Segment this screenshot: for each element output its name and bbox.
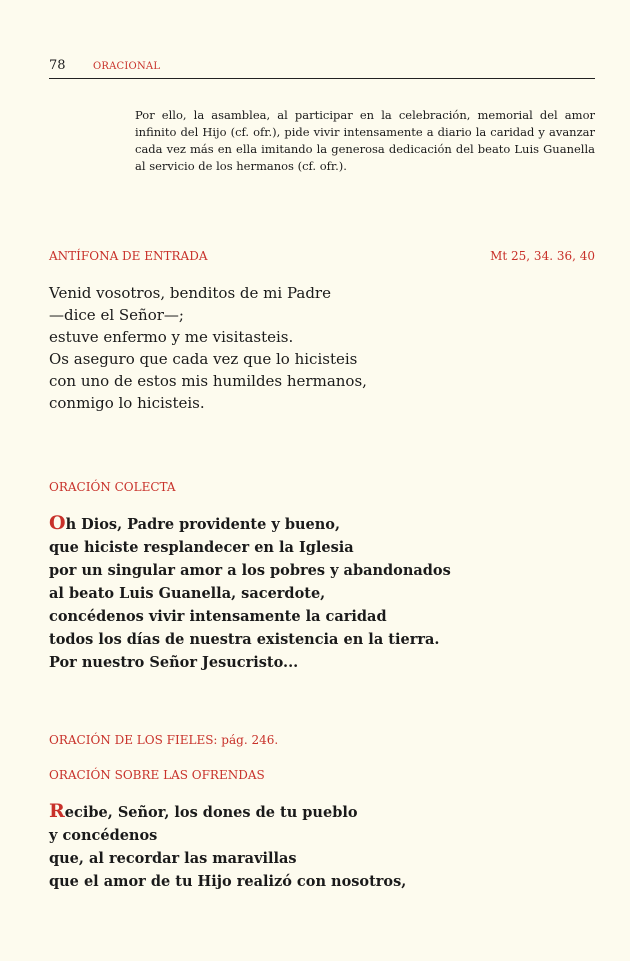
collect-heading: ORACIÓN COLECTA <box>49 480 176 494</box>
antiphon-line: con uno de estos mis humildes hermanos, <box>49 372 367 390</box>
drop-cap: R <box>49 800 65 822</box>
antiphon-heading: ANTÍFONA DE ENTRADA <box>49 249 208 263</box>
collect-line: al beato Luis Guanella, sacerdote, <box>49 585 326 602</box>
antiphon-text <box>49 282 367 414</box>
collect-line: por un singular amor a los pobres y abandonados <box>49 562 451 579</box>
antiphon-reference: Mt 25, 34. 36, 40 <box>490 249 595 263</box>
running-head: ORACIONAL <box>93 61 161 72</box>
collect-text <box>49 512 451 674</box>
offerings-first-line: Recibe, Señor, los dones de tu pueblo <box>49 800 358 822</box>
antiphon-line: Venid vosotros, benditos de mi Padre <box>49 284 331 302</box>
collect-line: que hiciste resplandecer en la Iglesia <box>49 539 354 556</box>
antiphon-line: Os aseguro que cada vez que lo hicisteis <box>49 350 358 368</box>
page-number: 78 <box>49 58 66 73</box>
offerings-line: que, al recordar las maravillas <box>49 850 297 867</box>
antiphon-line: —dice el Señor—; <box>49 306 184 324</box>
antiphon-line: conmigo lo hicisteis. <box>49 394 205 412</box>
offerings-heading: ORACIÓN SOBRE LAS OFRENDAS <box>49 768 265 782</box>
collect-line: concédenos vivir intensamente la caridad <box>49 608 387 625</box>
antiphon-line: estuve enfermo y me visitasteis. <box>49 328 294 346</box>
offerings-line: que el amor de tu Hijo realizó con nosotros, <box>49 873 407 890</box>
drop-cap: O <box>49 512 66 534</box>
offerings-line: y concédenos <box>49 827 158 844</box>
intro-paragraph: Por ello, la asamblea, al participar en la celebración, memorial del amor infinito del Hijo (cf. ofr.), pide vivir intensamente a diario la caridad y avanzar cada vez más en ella imitando la generosa dedicación del beato Luis Guanella al servicio de los hermanos (cf. ofr.). <box>135 108 595 173</box>
page-header <box>49 58 595 79</box>
faithful-heading: ORACIÓN DE LOS FIELES: pág. 246. <box>49 733 279 747</box>
collect-line: todos los días de nuestra existencia en la tierra. <box>49 631 440 648</box>
collect-line: Por nuestro Señor Jesucristo... <box>49 654 299 671</box>
offerings-text <box>49 800 406 893</box>
collect-first-line: Oh Dios, Padre providente y bueno, <box>49 512 341 534</box>
